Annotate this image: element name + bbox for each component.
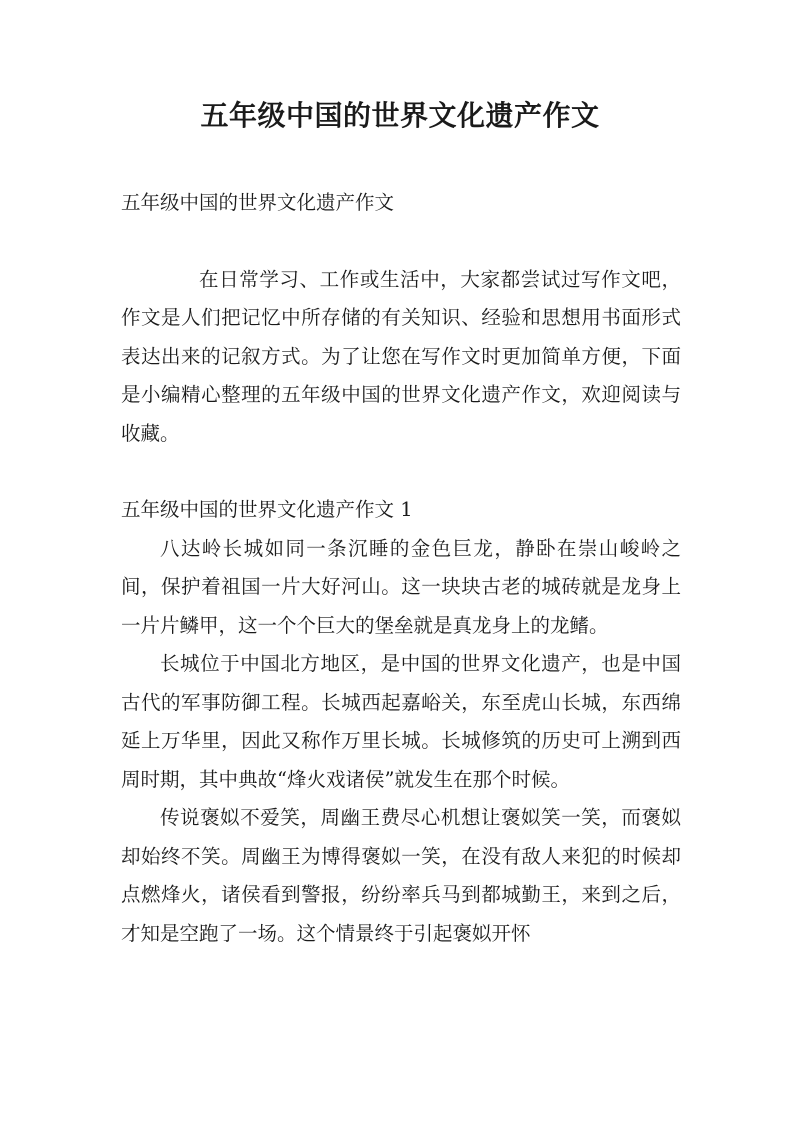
document-body (121, 184, 681, 953)
intro-paragraph: 在日常学习、工作或生活中，大家都尝试过写作文吧，作文是人们把记忆中所存储的有关知识、经验和思想用书面形式表达出来的记叙方式。为了让您在写作文时更加简单方便，下面是小编精心整理的五年级中国的世界文化遗产作文，欢迎阅读与收藏。 (121, 267, 681, 445)
body-paragraph: 八达岭长城如同一条沉睡的金色巨龙，静卧在崇山峻岭之间，保护着祖国一片大好河山。这一块块古老的城砖就是龙身上一片片鳞甲，这一个个巨大的堡垒就是真龙身上的龙鳍。 (121, 536, 681, 637)
section-heading: 五年级中国的世界文化遗产作文 1 (121, 498, 413, 521)
document-title: 五年级中国的世界文化遗产作文 (200, 99, 600, 132)
body-paragraph: 长城位于中国北方地区，是中国的世界文化遗产，也是中国古代的军事防御工程。长城西起嘉峪关，东至虎山长城，东西绵延上万华里，因此又称作万里长城。长城修筑的历史可上溯到西周时期，其中典故“烽火戏诸侯”就发生在那个时候。 (121, 652, 681, 791)
body-paragraph: 传说褒姒不爱笑，周幽王费尽心机想让褒姒笑一笑，而褒姒却始终不笑。周幽王为博得褒姒一笑，在没有敌人来犯的时候却点燃烽火，诸侯看到警报，纷纷率兵马到都城勤王，来到之后，才知是空跑了一场。这个情景终于引起褒姒开怀 (121, 806, 681, 945)
document-subtitle: 五年级中国的世界文化遗产作文 (121, 191, 395, 214)
